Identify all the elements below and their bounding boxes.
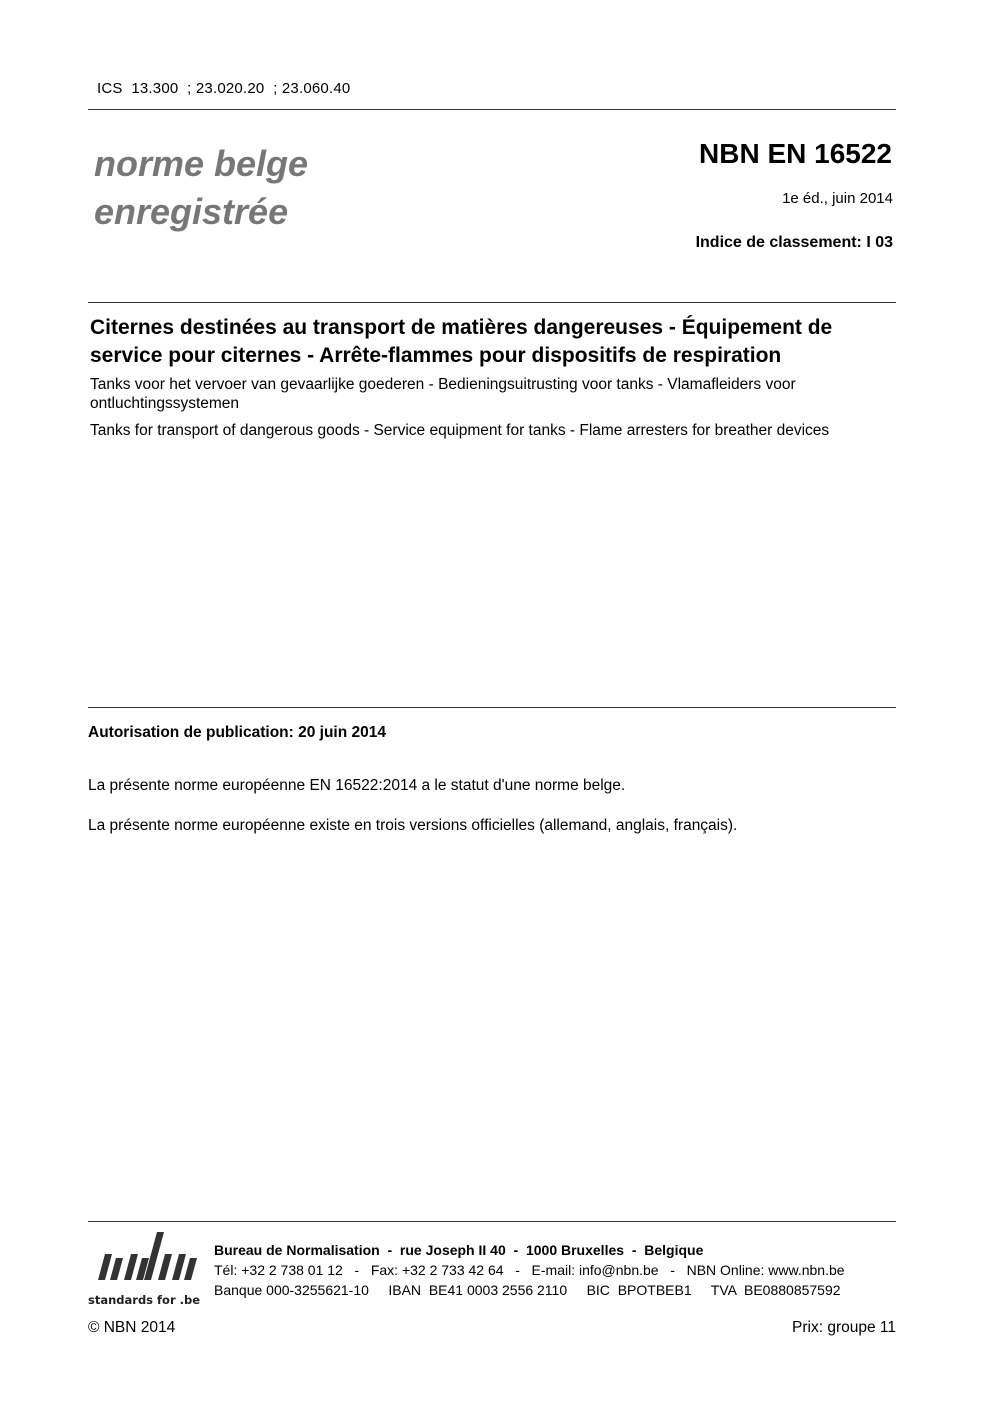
title-english: Tanks for transport of dangerous goods - Service equipment for tanks - Flame arresters for breather devices: [90, 422, 830, 439]
footer-bank: Banque 000-3255621-10 IBAN BE41 0003 2556 2110 BIC BPOTBEB1 TVA BE0880857592: [214, 1282, 841, 1298]
footer-organisation: Bureau de Normalisation - rue Joseph II 40 - 1000 Bruxelles - Belgique: [214, 1242, 704, 1258]
nbn-logo-icon: [88, 1228, 204, 1286]
status-statement: La présente norme européenne EN 16522:2014 a le statut d'une norme belge.: [88, 777, 626, 794]
footer-contact: Tél: +32 2 738 01 12 - Fax: +32 2 733 42 64 - E-mail: info@nbn.be - NBN Online: www.nbn.be: [214, 1262, 845, 1278]
versions-statement: La présente norme européenne existe en trois versions officielles (allemand, anglais, français).: [88, 817, 738, 834]
title-dutch: Tanks voor het vervoer van gevaarlijke goederen - Bedieningsuitrusting voor tanks - Vlamafleiders voor ontluchtingssystemen: [90, 376, 796, 412]
title-divider: [88, 302, 896, 303]
nbn-logo: [88, 1228, 204, 1306]
footer-divider: [88, 1221, 896, 1222]
footer-info: [214, 1240, 900, 1300]
standard-number: NBN EN 16522: [699, 138, 892, 169]
top-divider: [88, 109, 896, 110]
ics-codes: ICS 13.300 ; 23.020.20 ; 23.060.40: [97, 80, 351, 97]
brand-line-2: enregistrée: [94, 191, 289, 232]
classification-index: Indice de classement: I 03: [695, 234, 893, 251]
brand-title: [94, 140, 308, 236]
title-french: Citernes destinées au transport de matières dangereuses - Équipement de service pour citernes - Arrête-flammes pour dispositifs de respiration: [90, 316, 833, 367]
logo-tagline: standards for .be: [88, 1293, 201, 1307]
brand-line-1: norme belge: [94, 143, 309, 184]
edition-date: 1e éd., juin 2014: [782, 190, 893, 207]
publication-divider: [88, 707, 896, 708]
publication-authorisation: Autorisation de publication: 20 juin 2014: [88, 724, 386, 741]
copyright: © NBN 2014: [88, 1319, 176, 1336]
price-group: Prix: groupe 11: [792, 1319, 896, 1336]
